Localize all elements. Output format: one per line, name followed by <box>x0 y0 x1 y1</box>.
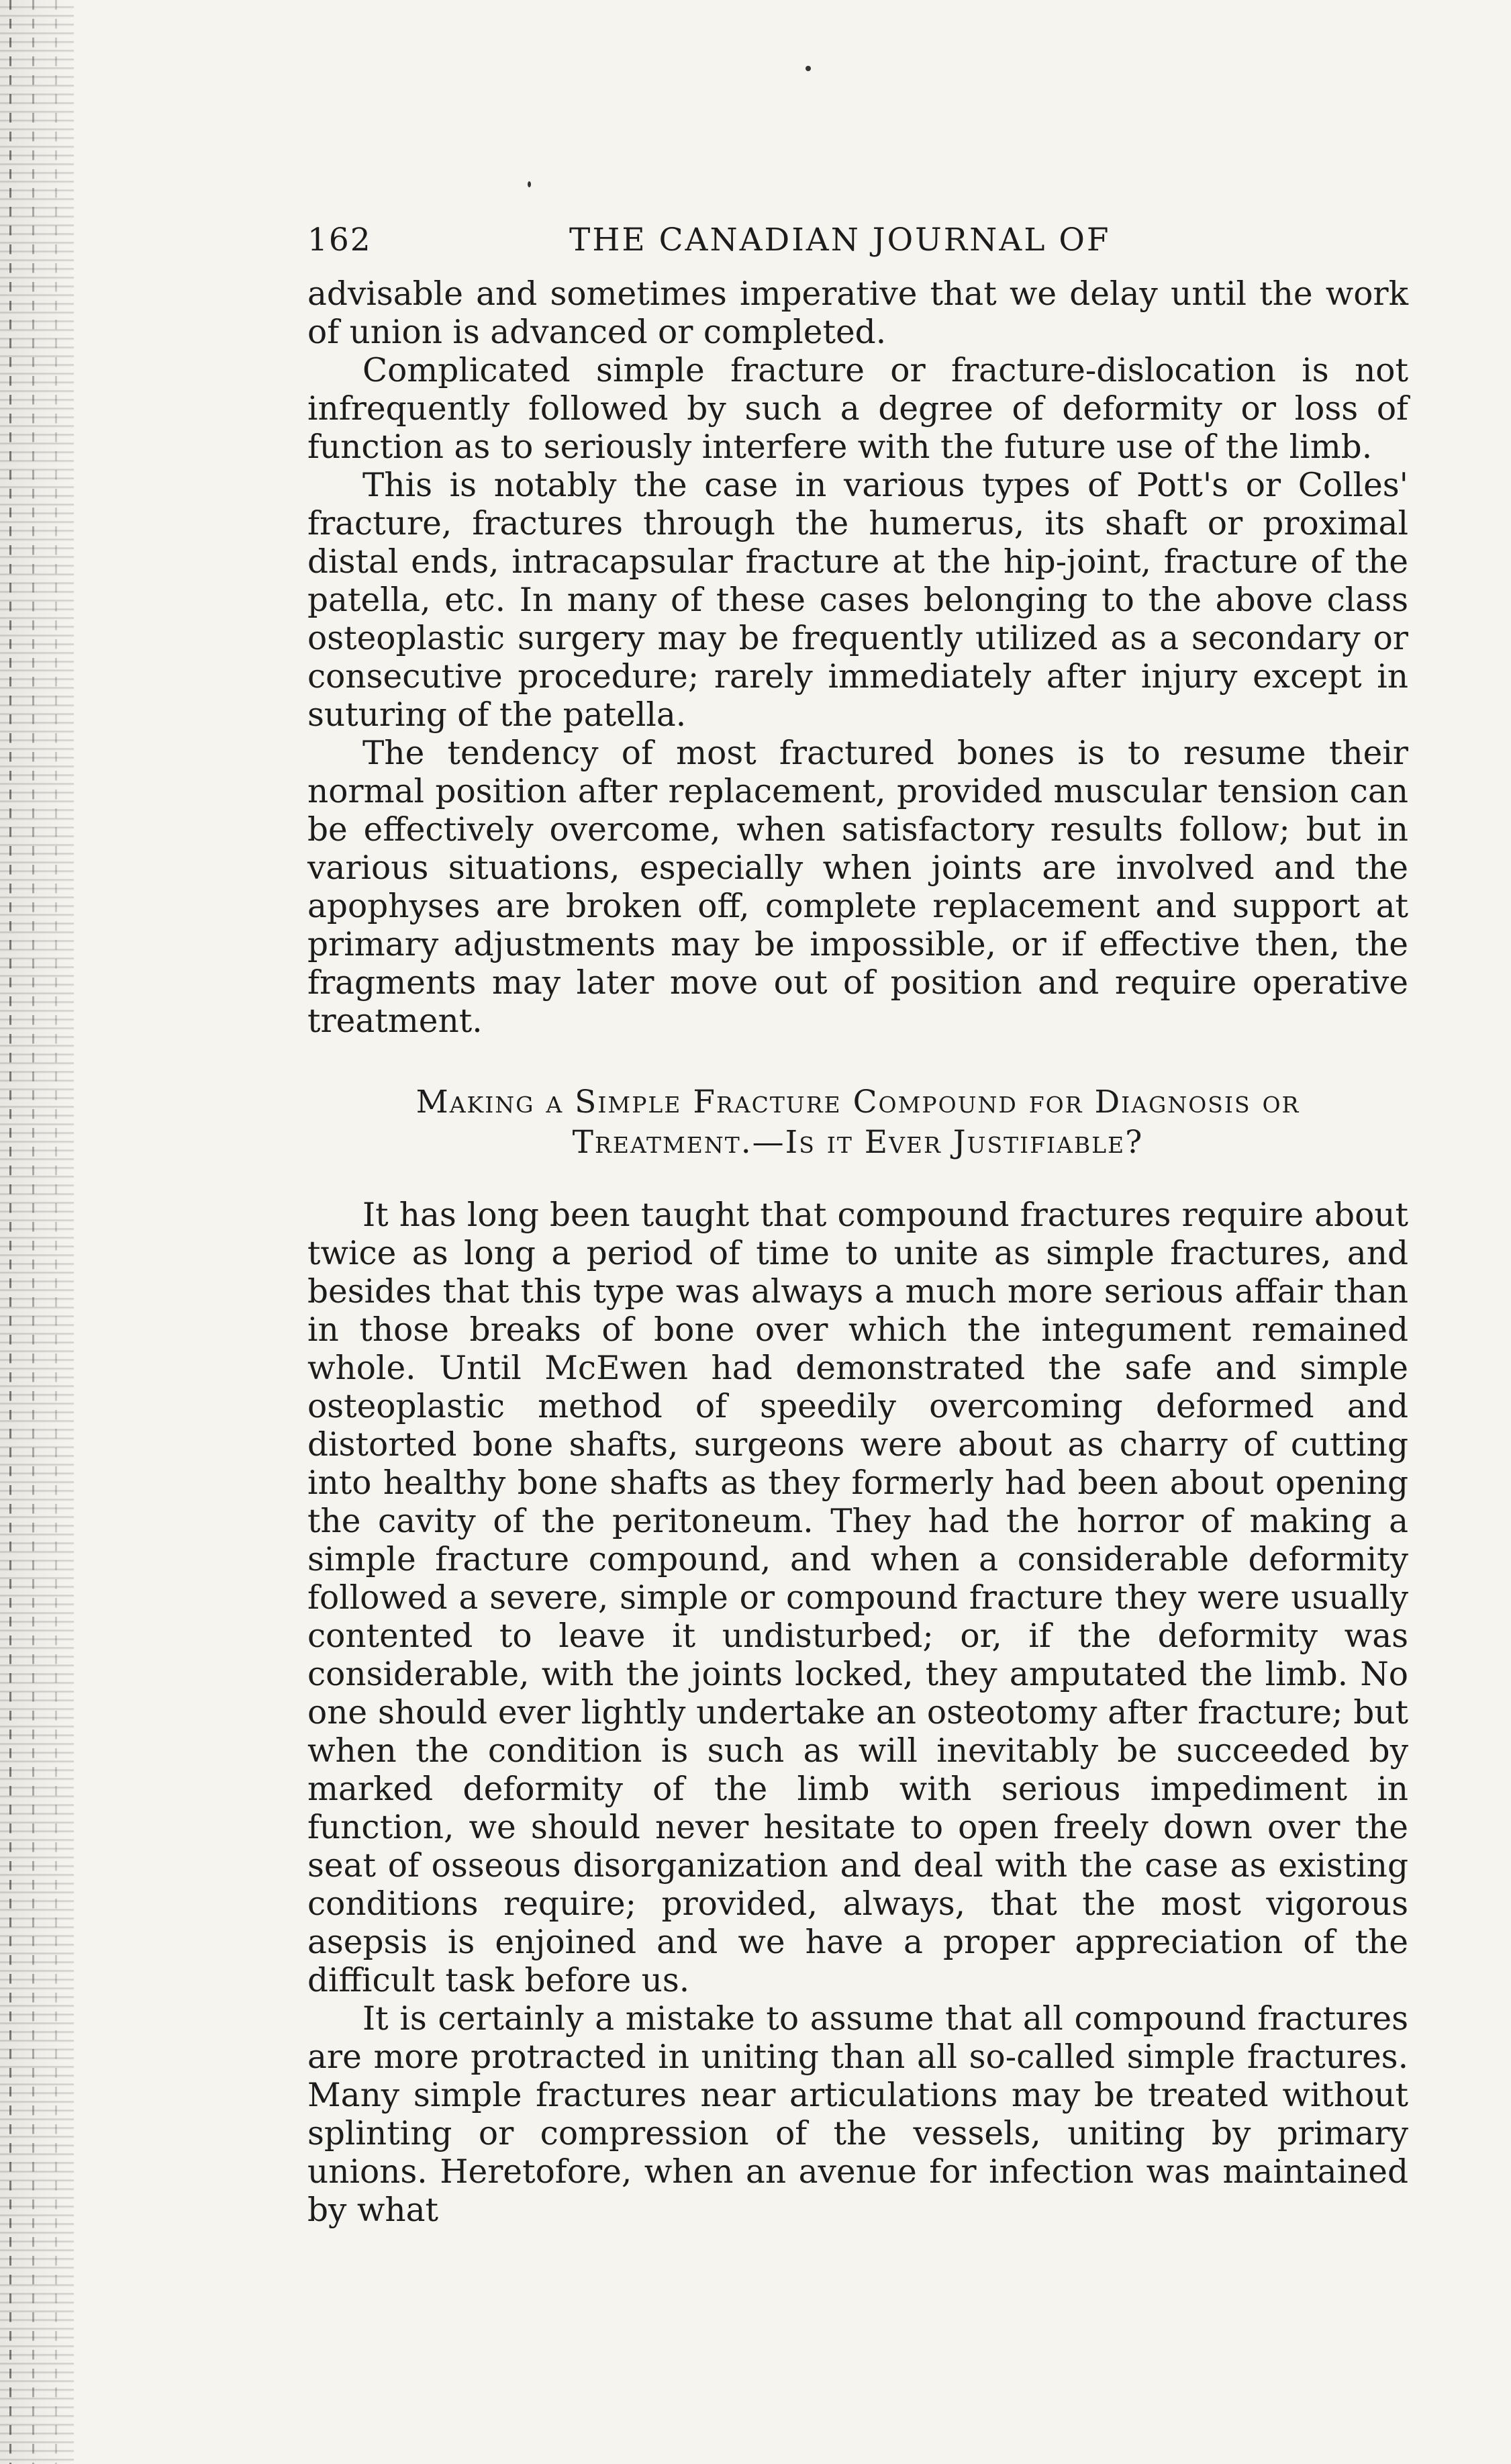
running-head <box>307 215 1408 275</box>
gutter-scan-line <box>9 0 11 2464</box>
paragraph: Complicated simple fracture or fracture-dislocation is not infrequently followed by such a degree of deformity or loss of function as to seriously interfere with the future use of the limb. <box>307 352 1408 466</box>
paragraph: It has long been taught that compound fractures require about twice as long a period of time to unite as simple fractures, and besides that this type was always a much more serious affair than in those breaks of bone over which the integument remained whole. Until McEwen had demonstrated the safe and simple osteoplastic method of speedily overcoming deformed and distorted bone shafts, surgeons were about as charry of cutting into healthy bone shafts as they formerly had been about opening the cavity of the peritoneum. They had the horror of making a simple fracture compound, and when a considerable deformity followed a severe, simple or compound fracture they were usually contented to leave it undisturbed; or, if the deformity was considerable, with the joints locked, they amputated the limb. No one should ever lightly undertake an osteotomy after fracture; but when the condition is such as will inevitably be succeeded by marked deformity of the limb with serious impediment in function, we should never hesitate to open freely down over the seat of osseous disorganization and deal with the case as existing conditions require; provided, always, that the most vigorous asepsis is enjoined and we have a proper appreciation of the difficult task before us. <box>307 1196 1408 1999</box>
paragraph: This is notably the case in various types of Pott's or Colles' fracture, fractures through the humerus, its shaft or proximal distal ends, intracapsular fracture at the hip-joint, fracture of the patella, etc. In many of these cases belonging to the above class osteoplastic surgery may be frequently utilized as a secondary or consecutive procedure; rarely immediately after injury except in suturing of the patella. <box>307 467 1408 734</box>
scan-speck <box>528 181 531 187</box>
body-text-before-heading <box>307 275 1408 1041</box>
section-heading-line: Making a Simple Fracture Compound for Diagnosis or <box>416 1084 1300 1121</box>
scan-speck <box>806 66 811 71</box>
page-content <box>307 215 1408 2230</box>
paragraph: The tendency of most fractured bones is to resume their normal position after replacement, provided muscular tension can be effectively overcome, when satisfactory results follow; but in various situations, especially when joints are involved and the apophyses are broken off, complete replacement and support at primary adjustments may be impossible, or if effective then, the fragments may later move out of position and require operative treatment. <box>307 735 1408 1040</box>
scan-gutter-noise <box>0 0 74 2464</box>
page-number: 162 <box>307 222 372 258</box>
section-heading <box>307 1082 1408 1163</box>
section-heading-line: Treatment.—Is it Ever Justifiable? <box>572 1124 1144 1161</box>
gutter-scan-line <box>32 0 34 2464</box>
paragraph: advisable and sometimes imperative that we delay until the work of union is advanced or completed. <box>307 275 1408 351</box>
paragraph: It is certainly a mistake to assume that all compound fractures are more protracted in uniting than all so-called simple fractures. Many simple fractures near articulations may be treated without splinting or compression of the vessels, uniting by primary unions. Heretofore, when an avenue for infection was maintained by what <box>307 2000 1408 2229</box>
journal-title: THE CANADIAN JOURNAL OF <box>569 222 1111 258</box>
gutter-scan-line <box>55 0 57 2464</box>
body-text-after-heading <box>307 1196 1408 2230</box>
